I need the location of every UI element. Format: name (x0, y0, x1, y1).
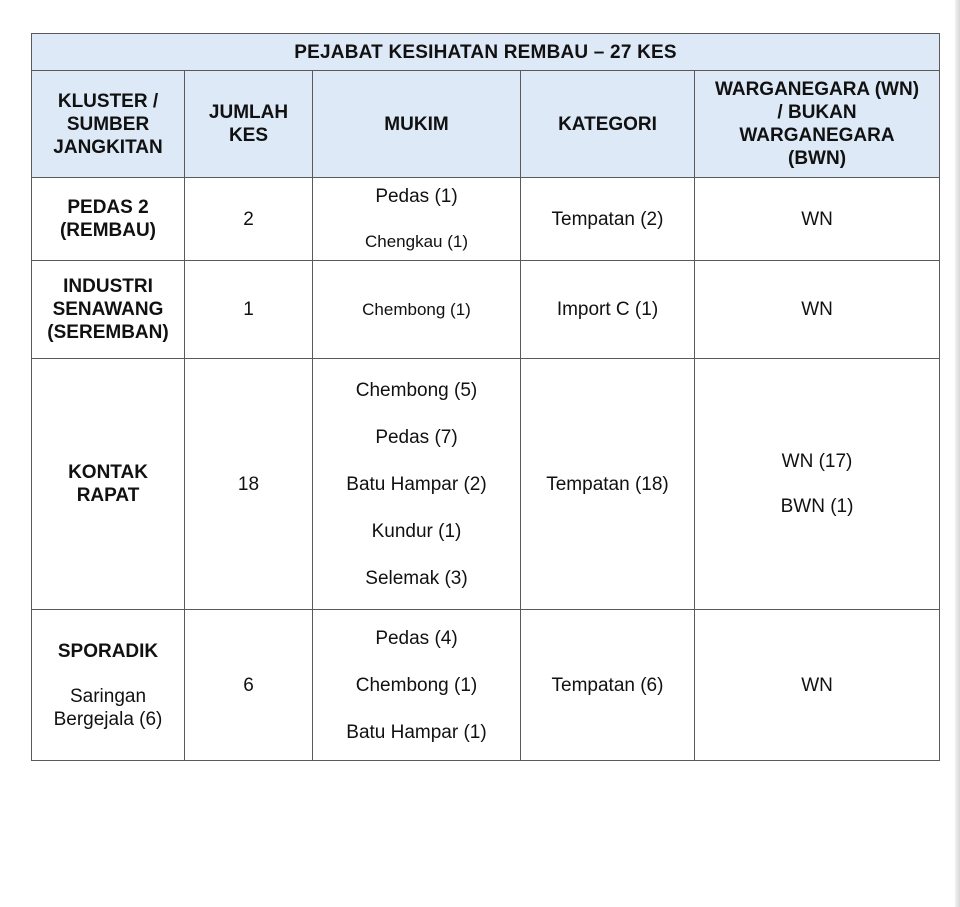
header-jumlah (185, 71, 313, 178)
header-cluster (32, 71, 185, 178)
cluster-line: PEDAS 2 (67, 197, 149, 218)
mukim-cell (313, 610, 521, 761)
cluster-line: SPORADIK (57, 640, 159, 662)
warganegara-item: BWN (1) (780, 496, 854, 517)
cluster-line: (REMBAU) (59, 220, 157, 241)
cluster-cell (32, 610, 185, 761)
cluster-line: INDUSTRI (63, 276, 153, 297)
header-row (32, 71, 940, 178)
mukim-item: Pedas (1) (375, 186, 458, 207)
mukim-cell (313, 359, 521, 610)
cluster-line: SENAWANG (52, 299, 164, 320)
jumlah-cell: 1 (185, 261, 313, 359)
warganegara-item: WN (17) (781, 451, 853, 472)
header-kategori: KATEGORI (521, 71, 695, 178)
cluster-sub-line: Bergejala (6) (53, 708, 163, 730)
header-jumlah-line: JUMLAH (208, 102, 289, 123)
mukim-item: Selemak (3) (365, 567, 468, 589)
table-row (32, 261, 940, 359)
mukim-cell: Chembong (1) (313, 261, 521, 359)
cluster-line: KONTAK (68, 462, 148, 483)
kategori-cell: Tempatan (6) (521, 610, 695, 761)
title-row (32, 34, 940, 71)
header-wn-line: / BUKAN (777, 102, 857, 123)
header-wn-line: WARGANEGARA (WN) (714, 79, 920, 100)
mukim-item: Chembong (5) (355, 379, 478, 401)
kategori-cell: Tempatan (18) (521, 359, 695, 610)
header-wn-line: WARGANEGARA (739, 125, 895, 146)
page-edge-shadow (955, 0, 960, 907)
cluster-line: (SEREMBAN) (47, 322, 169, 343)
mukim-item: Batu Hampar (1) (346, 721, 487, 743)
cluster-cell (32, 359, 185, 610)
cluster-cell (32, 178, 185, 261)
header-jumlah-line: KES (228, 125, 269, 146)
cluster-sub-line: Saringan (69, 685, 147, 707)
mukim-cell (313, 178, 521, 261)
header-mukim: MUKIM (313, 71, 521, 178)
mukim-item: Pedas (7) (375, 426, 458, 448)
mukim-item: Kundur (1) (371, 520, 462, 542)
mukim-item: Chembong (1) (355, 674, 478, 696)
header-wn-line: (BWN) (788, 148, 847, 169)
cases-table (31, 33, 940, 761)
warganegara-cell: WN (695, 610, 940, 761)
jumlah-cell: 18 (185, 359, 313, 610)
table-row (32, 178, 940, 261)
cluster-sub (36, 685, 180, 731)
cluster-cell (32, 261, 185, 359)
warganegara-cell: WN (695, 261, 940, 359)
mukim-item: Batu Hampar (2) (346, 473, 487, 495)
warganegara-cell (695, 359, 940, 610)
kategori-cell: Import C (1) (521, 261, 695, 359)
warganegara-cell: WN (695, 178, 940, 261)
jumlah-cell: 6 (185, 610, 313, 761)
mukim-item: Chengkau (1) (364, 232, 468, 251)
header-cluster-line: SUMBER (66, 113, 150, 135)
mukim-item: Pedas (4) (375, 627, 458, 649)
cluster-line: RAPAT (76, 485, 140, 506)
table-row (32, 359, 940, 610)
kategori-cell: Tempatan (2) (521, 178, 695, 261)
jumlah-cell: 2 (185, 178, 313, 261)
table-title: PEJABAT KESIHATAN REMBAU – 27 KES (32, 34, 940, 71)
header-cluster-line: JANGKITAN (53, 136, 163, 158)
header-warganegara (695, 71, 940, 178)
table-row (32, 610, 940, 761)
header-cluster-line: KLUSTER / (57, 90, 159, 112)
